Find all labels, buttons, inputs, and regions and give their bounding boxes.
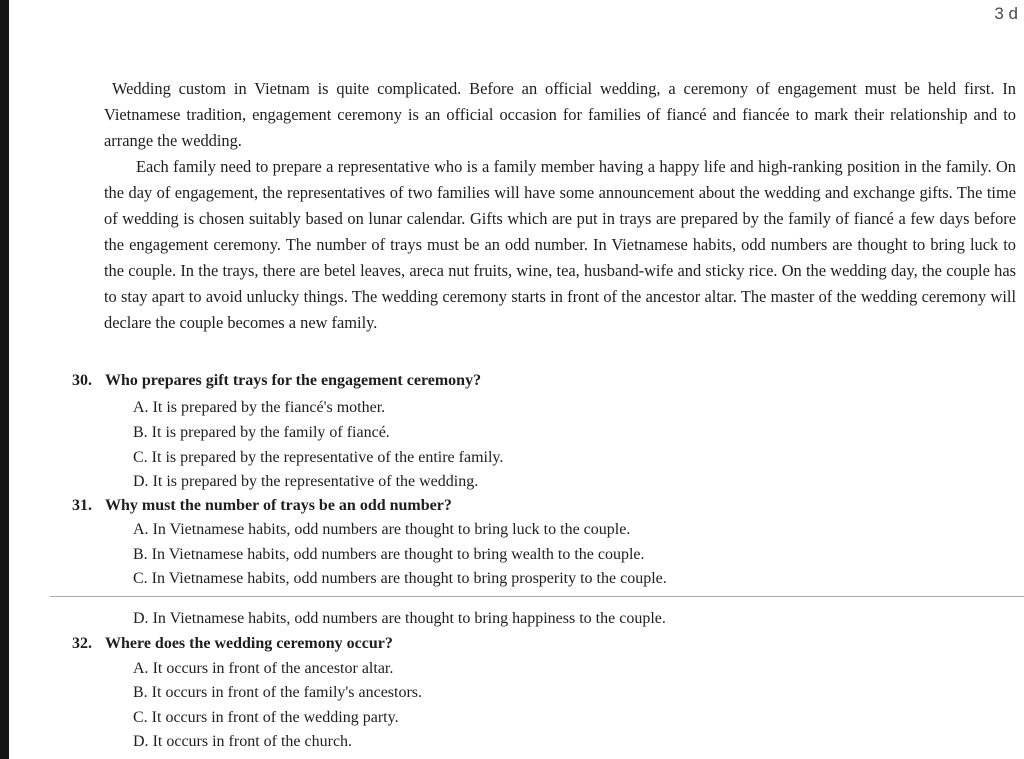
question-32-option-c[interactable] [133, 706, 399, 730]
question-32-option-d[interactable] [133, 730, 352, 754]
question-text: Where does the wedding ceremony occur? [105, 635, 393, 652]
question-text: Who prepares gift trays for the engagement ceremony? [105, 372, 482, 389]
option-text: In Vietnamese habits, odd numbers are thought to bring wealth to the couple. [151, 546, 645, 563]
question-32-option-b[interactable] [133, 681, 422, 705]
option-letter: A. [133, 521, 149, 538]
reading-passage [104, 76, 1016, 336]
option-letter: C. [133, 449, 148, 466]
option-letter: D. [133, 473, 149, 490]
question-30-option-b[interactable] [133, 421, 390, 445]
option-letter: A. [133, 399, 149, 416]
option-letter: C. [133, 709, 148, 726]
option-text: It is prepared by the representative of the entire family. [151, 449, 504, 466]
option-text: It is prepared by the family of fiancé. [151, 424, 390, 441]
question-32-option-a[interactable] [133, 657, 393, 681]
question-number: 31. [72, 497, 92, 514]
left-dark-edge [0, 0, 9, 759]
option-letter: B. [133, 684, 148, 701]
question-30-option-a[interactable] [133, 396, 385, 420]
question-number: 32. [72, 635, 92, 652]
question-31-option-d[interactable] [133, 607, 666, 631]
option-text: It occurs in front of the ancestor altar. [152, 660, 394, 677]
option-letter: A. [133, 660, 149, 677]
question-31-option-b[interactable] [133, 543, 645, 567]
divider-line [50, 596, 1024, 597]
option-text: It occurs in front of the wedding party. [151, 709, 399, 726]
question-30 [72, 369, 481, 393]
option-text: It occurs in front of the family's ancestors. [151, 684, 423, 701]
passage-paragraph-1: Wedding custom in Vietnam is quite complicated. Before an official wedding, a ceremony of engagement must be held first. In Vietnamese tradition, engagement ceremony is an official occasion for families of fiancé and fiancée to mark their relationship and to arrange the wedding. [104, 79, 1016, 150]
question-text: Why must the number of trays be an odd number? [105, 497, 452, 514]
question-32 [72, 632, 393, 656]
page-marker: 3 d [994, 4, 1018, 23]
question-31-option-a[interactable] [133, 518, 630, 542]
option-text: In Vietnamese habits, odd numbers are thought to bring happiness to the couple. [152, 610, 666, 627]
option-text: It is prepared by the representative of the wedding. [152, 473, 479, 490]
question-30-option-d[interactable] [133, 470, 478, 494]
option-letter: D. [133, 733, 149, 750]
option-text: In Vietnamese habits, odd numbers are thought to bring luck to the couple. [152, 521, 631, 538]
option-letter: D. [133, 610, 149, 627]
option-text: It is prepared by the fiancé's mother. [152, 399, 386, 416]
passage-paragraph-2: Each family need to prepare a representative who is a family member having a happy life and high-ranking position in the family. On the day of engagement, the representatives of two families will have some announcement about the wedding and exchange gifts. The time of wedding is chosen suitably based on lunar calendar. Gifts which are put in trays are prepared by the family of fiancé a few days before the engagement ceremony. The number of trays must be an odd number. In Vietnamese habits, odd numbers are thought to bring luck to the couple. In the trays, there are betel leaves, areca nut fruits, wine, tea, husband-wife and sticky rice. On the wedding day, the couple has to stay apart to avoid unlucky things. The wedding ceremony starts in front of the ancestor altar. The master of the wedding ceremony will declare the couple becomes a new family. [104, 157, 1016, 332]
question-number: 30. [72, 372, 92, 389]
option-letter: B. [133, 424, 148, 441]
option-text: In Vietnamese habits, odd numbers are thought to bring prosperity to the couple. [151, 570, 667, 587]
option-letter: C. [133, 570, 148, 587]
question-30-option-c[interactable] [133, 446, 503, 470]
option-text: It occurs in front of the church. [152, 733, 353, 750]
question-31-option-c[interactable] [133, 567, 667, 591]
option-letter: B. [133, 546, 148, 563]
question-31 [72, 494, 452, 518]
